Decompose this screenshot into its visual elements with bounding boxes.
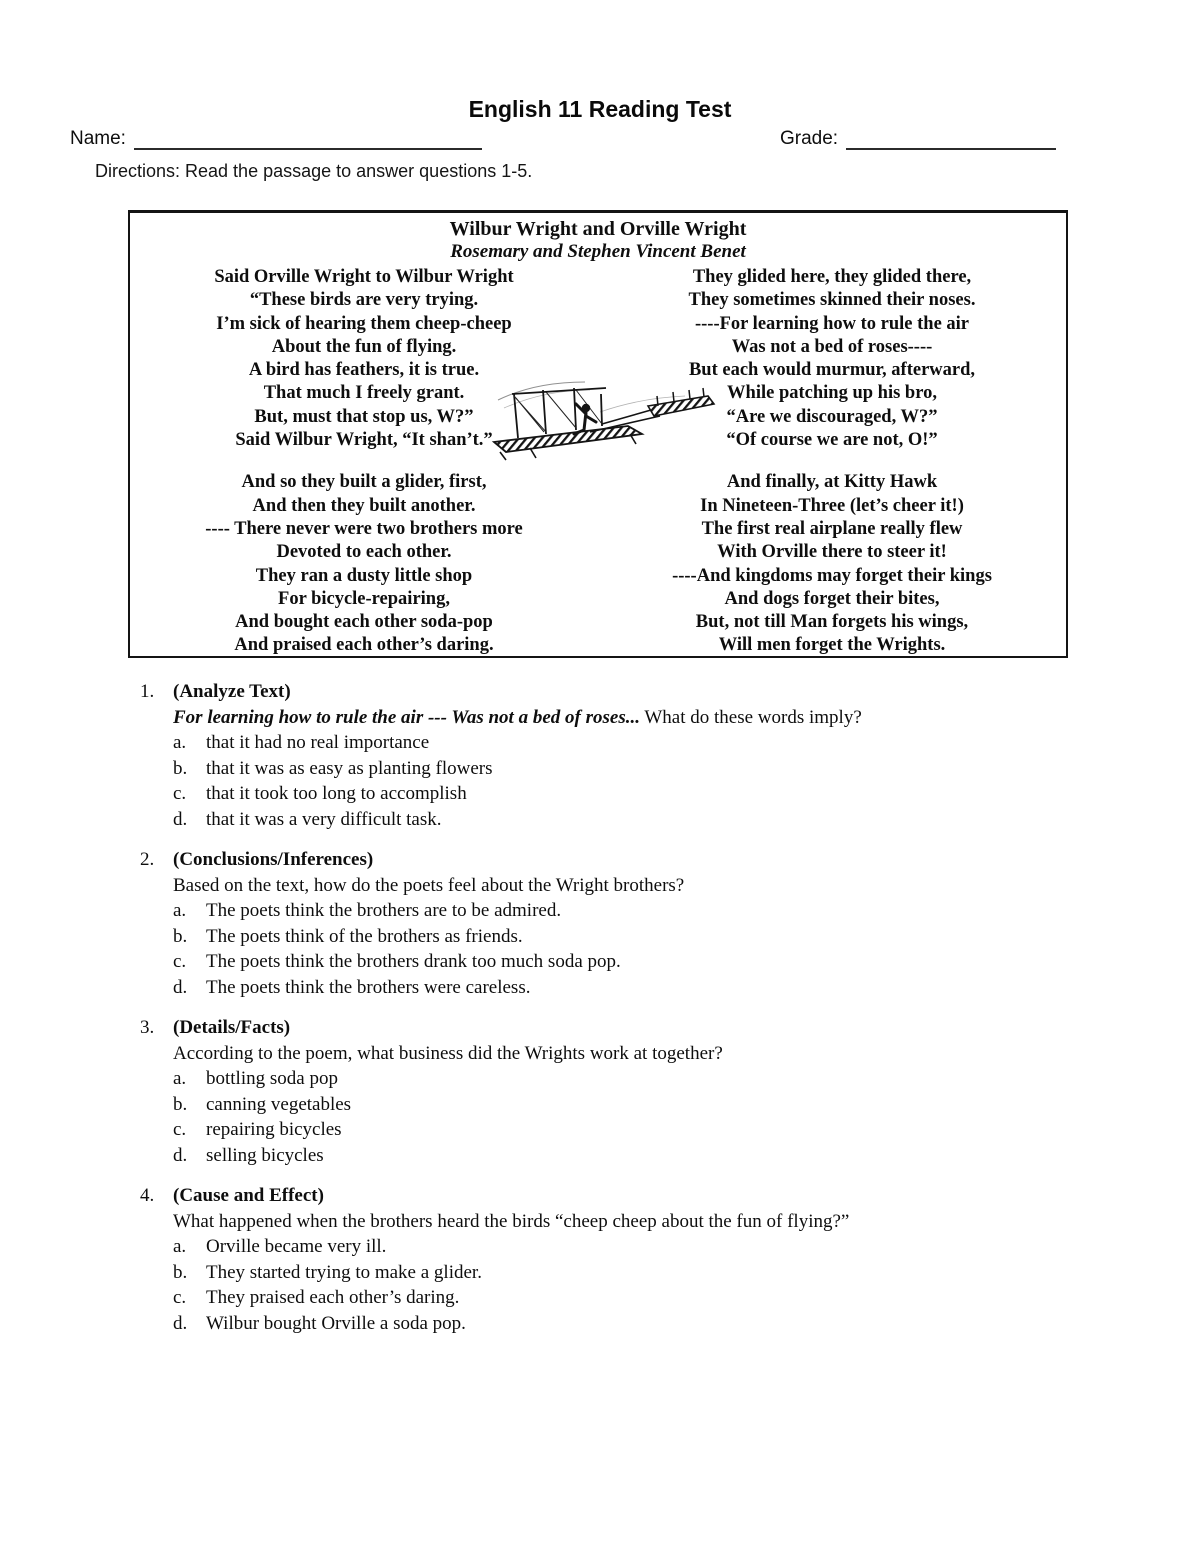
answer-option <box>173 1117 1070 1143</box>
option-text: Orville became very ill. <box>206 1236 387 1257</box>
option-letter: b. <box>173 1093 188 1115</box>
answer-option <box>173 1234 1070 1260</box>
option-text: that it took too long to accomplish <box>206 783 467 804</box>
option-letter: b. <box>173 1261 188 1283</box>
option-letter: d. <box>173 1312 188 1334</box>
poem-line: ----And kingdoms may forget their kings <box>672 565 992 586</box>
poem-line: They glided here, they glided there, <box>692 267 972 287</box>
option-text: Wilbur bought Orville a soda pop. <box>206 1312 466 1334</box>
poem-line: Said Wilbur Wright, “It shan’t.” <box>235 430 493 451</box>
question-1 <box>140 679 1070 832</box>
prompt-text: Based on the text, how do the poets feel about the Wright brothers? <box>173 874 685 896</box>
question-body <box>173 1041 1070 1169</box>
question-category: (Conclusions/Inferences) <box>173 849 374 870</box>
answer-option <box>173 756 1070 782</box>
grade-input-line[interactable] <box>846 126 1056 150</box>
answer-option <box>173 781 1070 807</box>
option-letter: a. <box>173 900 187 921</box>
poem-line: Was not a bed of roses---- <box>731 336 933 357</box>
option-text: that it was as easy as planting flowers <box>206 757 493 779</box>
option-text: repairing bicycles <box>206 1119 342 1140</box>
poem-line: But, must that stop us, W?” <box>254 406 474 427</box>
question-body <box>173 873 1070 1001</box>
answer-options <box>173 1066 1070 1168</box>
poem-line: And dogs forget their bites, <box>724 588 940 609</box>
poem-line: With Orville there to steer it! <box>717 542 947 563</box>
poem-line: ----For learning how to rule the air <box>694 313 970 334</box>
question-3 <box>140 1015 1070 1168</box>
poem-line: That much I freely grant. <box>263 383 465 404</box>
prompt-text: What do these words imply? <box>639 706 862 728</box>
poem-line: While patching up his bro, <box>727 383 937 404</box>
answer-option <box>173 1092 1070 1118</box>
question-body <box>173 705 1070 833</box>
grade-row <box>780 126 1056 150</box>
question-2 <box>140 847 1070 1000</box>
quoted-poem-excerpt: For learning how to rule the air --- Was not a bed of roses... <box>173 706 640 728</box>
answer-option <box>173 1260 1070 1286</box>
question-prompt <box>173 705 1070 731</box>
poem-box <box>128 210 1068 658</box>
poem-line: And bought each other soda-pop <box>235 612 493 633</box>
poem-line: ---- There never were two brothers more <box>205 518 523 539</box>
option-text: canning vegetables <box>206 1093 352 1115</box>
answer-option <box>173 924 1070 950</box>
poem-line: And finally, at Kitty Hawk <box>726 472 938 493</box>
option-letter: c. <box>173 1119 187 1140</box>
poem-line: “These birds are very trying. <box>249 290 479 311</box>
option-letter: d. <box>173 808 188 830</box>
question-number: 1. <box>140 681 155 702</box>
prompt-text: What happened when the brothers heard the birds “cheep cheep about the fun of flying?” <box>173 1210 850 1232</box>
option-text: The poets think the brothers drank too much soda pop. <box>206 951 621 972</box>
poem-line: Will men forget the Wrights. <box>718 635 946 656</box>
glider-illustration <box>490 368 718 470</box>
poem-line: And so they built a glider, first, <box>241 472 487 493</box>
question-prompt <box>173 1209 1070 1235</box>
option-letter: a. <box>173 1068 187 1089</box>
directions-text: Directions: Read the passage to answer questions 1-5. <box>95 161 533 181</box>
option-text: that it was a very difficult task. <box>206 808 442 830</box>
option-text: They praised each other’s daring. <box>206 1287 460 1308</box>
question-category: (Analyze Text) <box>173 681 291 702</box>
question-number: 2. <box>140 849 155 870</box>
option-text: The poets think the brothers are to be admired. <box>206 900 562 921</box>
option-text: that it had no real importance <box>206 732 430 753</box>
poem-line: A bird has feathers, it is true. <box>248 360 480 381</box>
poem-line: But each would murmur, afterward, <box>688 360 976 381</box>
page-title: English 11 Reading Test <box>468 96 732 122</box>
name-input-line[interactable] <box>134 126 482 150</box>
grade-label: Grade: <box>780 128 839 149</box>
name-label: Name: <box>70 128 126 149</box>
poem-line: And praised each other’s daring. <box>234 635 494 656</box>
poem-authors: Rosemary and Stephen Vincent Benet <box>450 241 746 262</box>
option-letter: b. <box>173 925 188 947</box>
option-letter: c. <box>173 783 187 804</box>
answer-option <box>173 898 1070 924</box>
question-prompt <box>173 873 1070 899</box>
poem-line: About the fun of flying. <box>271 336 457 357</box>
poem-line: Devoted to each other. <box>276 542 452 563</box>
poem-line: “Are we discouraged, W?” <box>726 406 938 427</box>
question-number: 3. <box>140 1017 155 1038</box>
poem-stanza <box>598 471 1066 657</box>
name-row <box>70 126 482 150</box>
answer-option <box>173 949 1070 975</box>
option-text: They started trying to make a glider. <box>206 1261 482 1283</box>
poem-line: But, not till Man forgets his wings, <box>695 612 969 633</box>
answer-option <box>173 1066 1070 1092</box>
poem-line: They ran a dusty little shop <box>255 565 473 586</box>
question-body <box>173 1209 1070 1337</box>
option-letter: c. <box>173 951 187 972</box>
option-letter: b. <box>173 757 188 779</box>
questions-section <box>140 679 1070 1351</box>
option-text: selling bicycles <box>206 1144 324 1166</box>
answer-option <box>173 1143 1070 1169</box>
poem-stanza <box>130 471 598 657</box>
answer-option <box>173 1311 1070 1337</box>
question-category: (Details/Facts) <box>173 1017 291 1038</box>
poem-line: The first real airplane really flew <box>701 518 963 539</box>
poem-line: I’m sick of hearing them cheep-cheep <box>216 313 512 334</box>
question-category: (Cause and Effect) <box>173 1185 324 1206</box>
poem-line: “Of course we are not, O!” <box>726 430 938 451</box>
option-text: The poets think the brothers were careless. <box>206 976 531 998</box>
poem-title: Wilbur Wright and Orville Wright <box>449 218 747 240</box>
poem-line: Said Orville Wright to Wilbur Wright <box>214 267 514 287</box>
poem-line: And then they built another. <box>252 495 476 516</box>
option-letter: a. <box>173 1236 187 1257</box>
prompt-text: According to the poem, what business did the Wrights work at together? <box>173 1042 723 1064</box>
poem-line: In Nineteen-Three (let’s cheer it!) <box>700 495 964 516</box>
answer-options <box>173 1234 1070 1336</box>
answer-option <box>173 1285 1070 1311</box>
question-number: 4. <box>140 1185 155 1206</box>
option-text: bottling soda pop <box>206 1068 338 1089</box>
answer-options <box>173 898 1070 1000</box>
option-letter: a. <box>173 732 187 753</box>
question-header <box>140 1015 1070 1041</box>
poem-line: For bicycle-repairing, <box>278 588 450 609</box>
answer-option <box>173 730 1070 756</box>
answer-options <box>173 730 1070 832</box>
option-text: The poets think of the brothers as friends. <box>206 925 523 947</box>
option-letter: d. <box>173 976 188 998</box>
poem-line: They sometimes skinned their noses. <box>688 290 976 311</box>
question-header <box>140 1183 1070 1209</box>
answer-option <box>173 807 1070 833</box>
option-letter: d. <box>173 1144 188 1166</box>
question-prompt <box>173 1041 1070 1067</box>
option-letter: c. <box>173 1287 187 1308</box>
answer-option <box>173 975 1070 1001</box>
question-header <box>140 679 1070 705</box>
question-header <box>140 847 1070 873</box>
question-4 <box>140 1183 1070 1336</box>
